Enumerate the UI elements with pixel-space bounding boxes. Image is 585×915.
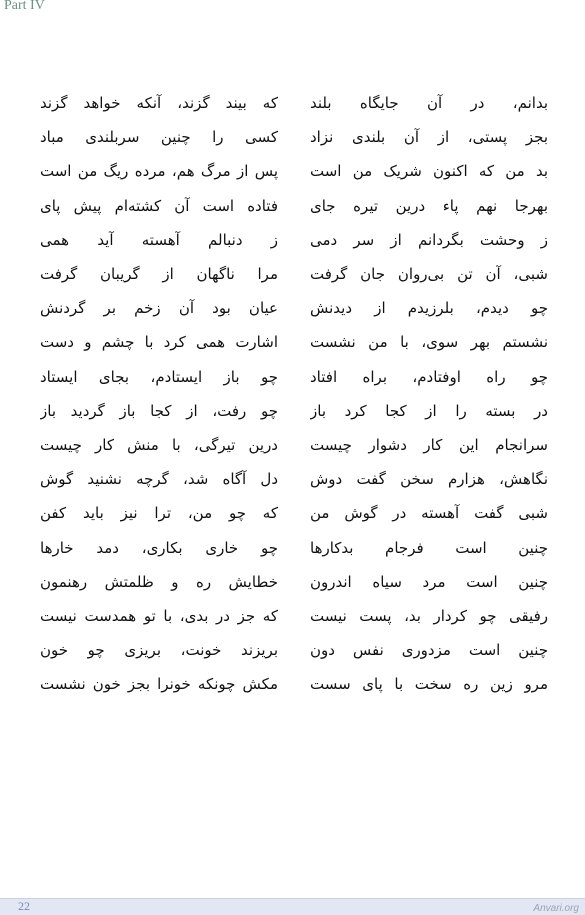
hemistich-right: سرانجام این کار دشوار چیست bbox=[310, 435, 548, 454]
hemistich-left: اشارت همی کرد با چشم و دست bbox=[40, 333, 278, 352]
poem-body bbox=[40, 86, 548, 701]
verse-row bbox=[40, 633, 548, 667]
hemistich-right: بد من که اکنون شریک من است bbox=[310, 162, 548, 181]
verse-row bbox=[40, 394, 548, 428]
hemistich-left: دل آگاه شد، گرچه نشنید گوش bbox=[40, 470, 278, 489]
verse-row bbox=[40, 667, 548, 701]
site-watermark: Anvari.org bbox=[533, 903, 579, 914]
hemistich-left: مکش چونکه خونرا بجز خون نشست bbox=[40, 675, 278, 694]
hemistich-left: چو رفت، از کجا باز گردید باز bbox=[40, 401, 278, 420]
hemistich-right: نگاهش، هزارم سخن گفت دوش bbox=[310, 470, 548, 489]
verse-row bbox=[40, 360, 548, 394]
hemistich-right: شبی، آن تن بی‌روان جان گرفت bbox=[310, 265, 548, 284]
hemistich-left: که بیند گزند، آنکه خواهد گزند bbox=[40, 94, 278, 113]
verse-row bbox=[40, 565, 548, 599]
verse-row bbox=[40, 86, 548, 120]
hemistich-right: در بسته را از کجا کرد باز bbox=[310, 401, 548, 420]
verse-row bbox=[40, 428, 548, 462]
hemistich-right: بهرجا نهم پاء درین تیره جای bbox=[310, 196, 548, 215]
verse-row bbox=[40, 462, 548, 496]
hemistich-left: پس از مرگ هم، مرده ریگ من است bbox=[40, 162, 278, 181]
verse-row bbox=[40, 154, 548, 188]
hemistich-left: بریزند خونت، بریزی چو خون bbox=[40, 641, 278, 660]
hemistich-right: چو دیدم، بلرزیدم از دیدنش bbox=[310, 299, 548, 318]
hemistich-left: که چو من، ترا نیز باید کفن bbox=[40, 504, 278, 523]
hemistich-left: فتاده است آن کشته‌ام پیش پای bbox=[40, 196, 278, 215]
verse-row bbox=[40, 325, 548, 359]
hemistich-right: بجز پستی، از آن بلندی نزاد bbox=[310, 128, 548, 147]
hemistich-right: چنین است مزدوری نفس دون bbox=[310, 641, 548, 660]
page-number: 22 bbox=[18, 899, 30, 913]
hemistich-left: که جز در بدی، با تو همدست نیست bbox=[40, 606, 278, 625]
hemistich-right: نشستم بهر سوی، با من نشست bbox=[310, 333, 548, 352]
verse-row bbox=[40, 496, 548, 530]
hemistich-left: مرا ناگهان از گریبان گرفت bbox=[40, 265, 278, 284]
part-header: Part IV bbox=[4, 0, 45, 13]
hemistich-right: ز وحشت بگردانم از سر دمی bbox=[310, 230, 548, 249]
verse-row bbox=[40, 257, 548, 291]
verse-row bbox=[40, 120, 548, 154]
hemistich-left: چو باز ایستادم، بجای ایستاد bbox=[40, 367, 278, 386]
hemistich-left: کسی را چنین سربلندی مباد bbox=[40, 128, 278, 147]
footer-bar bbox=[0, 898, 585, 915]
verse-row bbox=[40, 530, 548, 564]
hemistich-left: ز دنبالم آهسته آید همی bbox=[40, 230, 278, 249]
hemistich-left: درین تیرگی، با منش کار چیست bbox=[40, 435, 278, 454]
verse-row bbox=[40, 599, 548, 633]
verse-row bbox=[40, 223, 548, 257]
hemistich-right: شبی گفت آهسته در گوش من bbox=[310, 504, 548, 523]
hemistich-right: چنین است مرد سیاه اندرون bbox=[310, 572, 548, 591]
verse-row bbox=[40, 189, 548, 223]
hemistich-right: مرو زین ره سخت با پای سست bbox=[310, 675, 548, 694]
hemistich-right: چنین است فرجام بدکارها bbox=[310, 538, 548, 557]
hemistich-left: عیان بود آن زخم بر گردنش bbox=[40, 299, 278, 318]
hemistich-right: چو راه اوفتادم، براه افتاد bbox=[310, 367, 548, 386]
verse-row bbox=[40, 291, 548, 325]
hemistich-left: خطایش ره و ظلمتش رهنمون bbox=[40, 572, 278, 591]
hemistich-left: چو خاری بکاری، دمد خارها bbox=[40, 538, 278, 557]
hemistich-right: بدانم، در آن جایگاه بلند bbox=[310, 94, 548, 113]
hemistich-right: رفیقی چو کردار بد، پست نیست bbox=[310, 606, 548, 625]
